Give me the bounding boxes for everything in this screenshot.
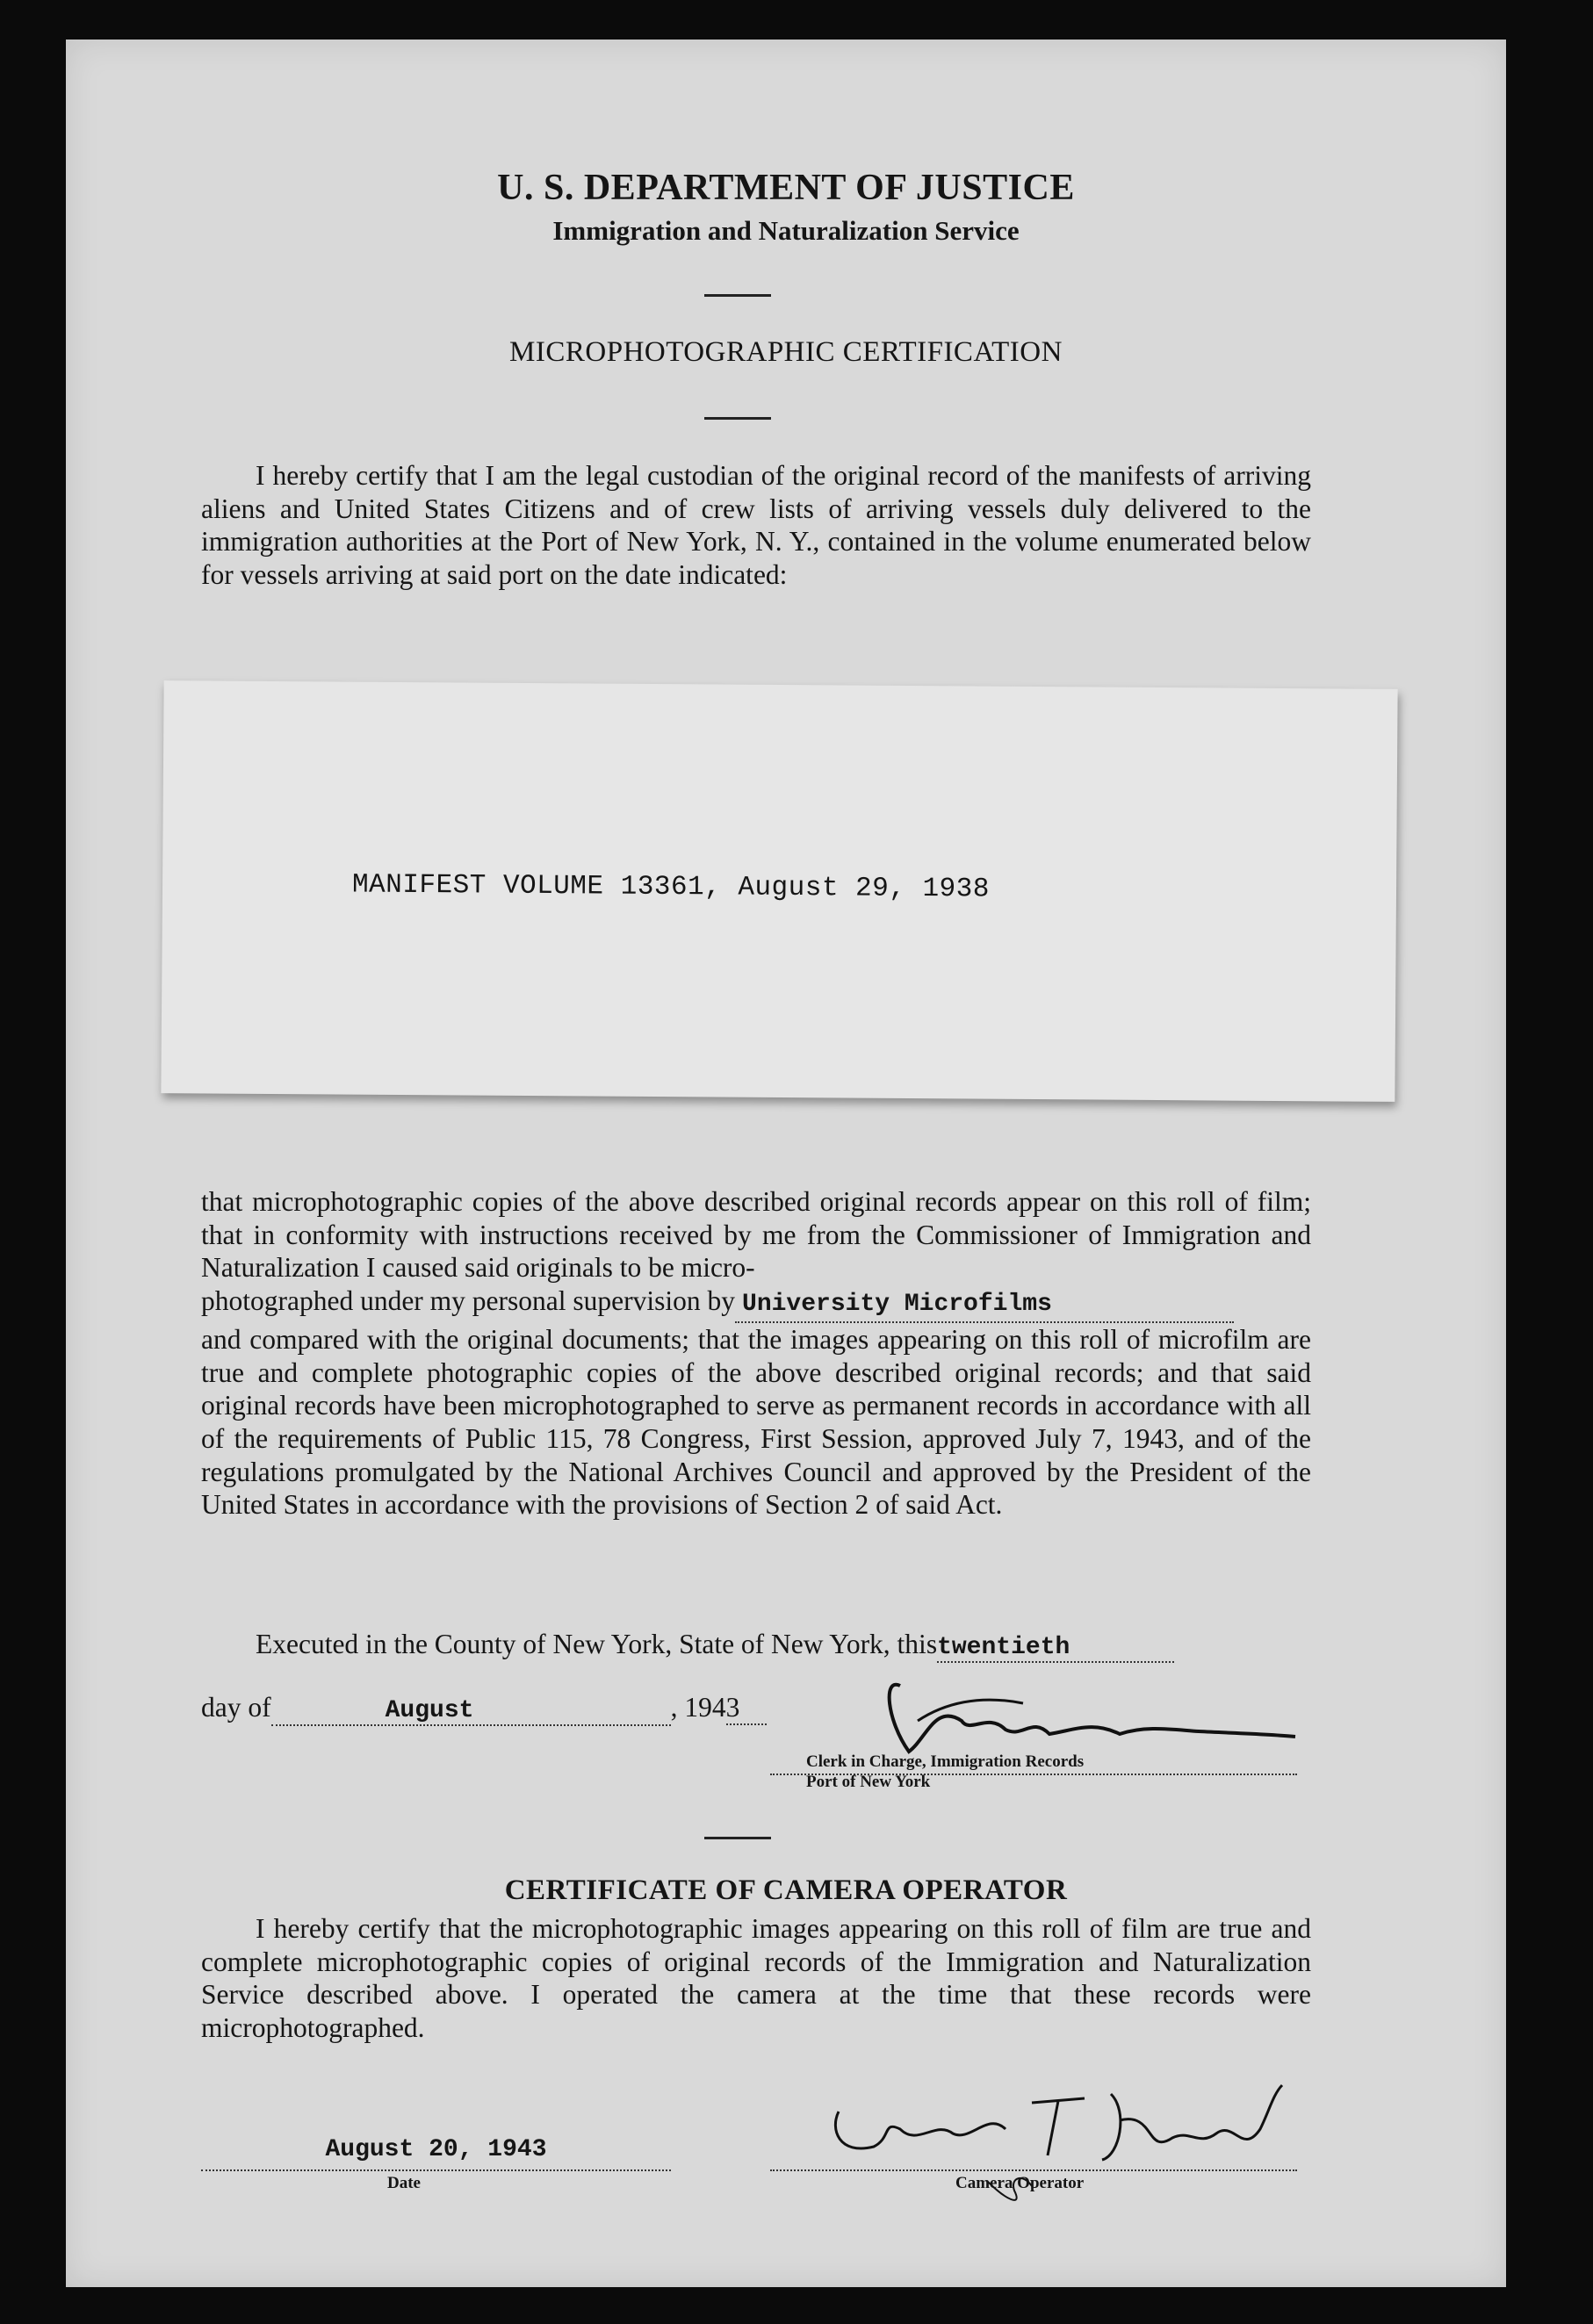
certificate-page — [66, 40, 1506, 2287]
service-subheading: Immigration and Naturalization Service — [552, 215, 1020, 246]
month-value: August — [385, 1697, 474, 1724]
supervision-prefix: photographed under my personal supervision by — [201, 1285, 736, 1317]
day-of-label: day of — [201, 1692, 271, 1723]
date-field — [201, 2136, 671, 2171]
supervision-line — [201, 1284, 1311, 1323]
intro-paragraph — [201, 459, 1311, 592]
attestation-paragraph — [201, 1185, 1311, 1522]
divider — [704, 294, 771, 297]
executed-day-value: twentieth — [937, 1634, 1070, 1661]
executed-line — [256, 1629, 1174, 1663]
operator-label: Camera Operator — [955, 2174, 1085, 2192]
supervision-field — [735, 1284, 1234, 1323]
year-digit: 3 — [725, 1692, 740, 1723]
divider — [704, 417, 771, 420]
camera-certificate-title: CERTIFICATE OF CAMERA OPERATOR — [504, 1874, 1068, 1906]
operator-signature — [821, 2059, 1313, 2217]
record-card-text: MANIFEST VOLUME 13361, August 29, 1938 — [351, 869, 991, 905]
intro-text: I hereby certify that I am the legal custodian of the original record of the manifests of arriving aliens and United States Citizens and of crew lists of arriving vessels duly delivered to the immigration authorities at the Port of New York, N. Y., contained in the volume enumerated below for vessels arriving at said port on the date indicated: — [201, 460, 1311, 591]
clerk-title — [806, 1752, 1084, 1792]
clerk-title-line1: Clerk in Charge, Immigration Records — [806, 1752, 1085, 1771]
executed-prefix: Executed in the County of New York, State of New York, this — [256, 1629, 938, 1659]
department-heading: U. S. DEPARTMENT OF JUSTICE — [497, 168, 1075, 208]
camera-certificate-body: I hereby certify that the microphotographic images appearing on this roll of film are true and complete microphotographic copies of original records of the Immigration and Naturalization Service described above. I operated the camera at the time that these records were microphotographed. — [201, 1913, 1311, 2044]
executed-day-field — [937, 1629, 1174, 1663]
year-field — [726, 1692, 767, 1725]
day-of-line — [201, 1692, 767, 1726]
date-label: Date — [387, 2174, 421, 2192]
attestation-text-b: and compared with the original documents; that the images appearing on this roll of microfilm are true and complete photographic copies of the above described original records; and that said original records have been microphotographed to serve as permanent records in accordance with all of the requirements of Public 115, 78 Congress, First Session, approved July 7, 1943, and of the regulations promulgated by the National Archives Council and approved by the President of the United States in accordance with the provisions of Section 2 of said Act. — [201, 1323, 1311, 1521]
attestation-text-a: that microphotographic copies of the above described original records appear on this roll of film; that in conformity with instructions received by me from the Commissioner of Immigration and Naturalization I caused said originals to be micro- — [201, 1186, 1311, 1284]
date-value: August 20, 1943 — [325, 2136, 547, 2163]
divider — [704, 1837, 771, 1839]
supervision-by-value: University Microfilms — [742, 1291, 1052, 1319]
certification-title: MICROPHOTOGRAPHIC CERTIFICATION — [509, 336, 1063, 368]
month-field — [271, 1692, 671, 1726]
year-prefix: , 194 — [670, 1692, 726, 1723]
clerk-title-line2: Port of New York — [806, 1773, 931, 1791]
